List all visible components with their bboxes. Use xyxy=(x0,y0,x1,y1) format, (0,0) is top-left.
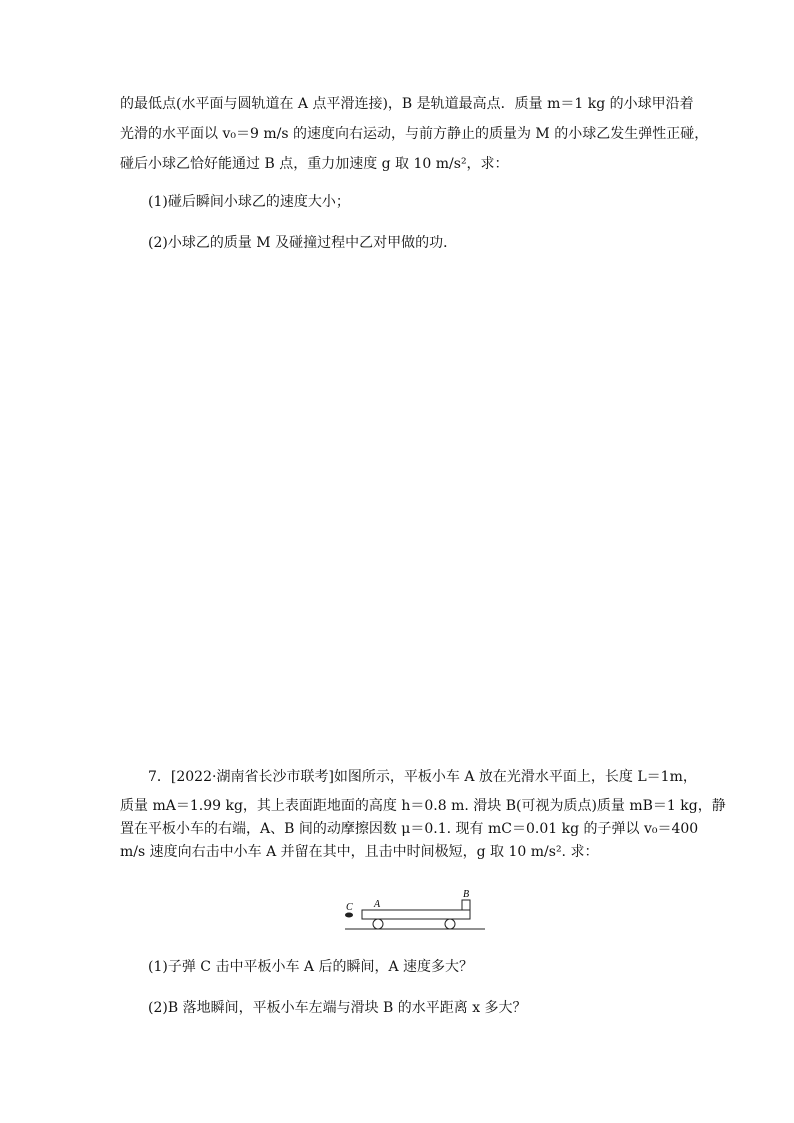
block-b xyxy=(462,900,470,910)
cart-diagram-svg xyxy=(340,882,490,932)
problem7-question-2: (2)B 落地瞬间，平板小车左端与滑块 B 的水平距离 x 多大？ xyxy=(148,1000,527,1016)
label-c: C xyxy=(346,902,353,913)
problem7-line-3: 置在平板小车的右端，A、B 间的动摩擦因数 μ＝0.1. 现有 mC＝0.01 kg 的子弹以 v₀＝400 xyxy=(120,821,699,837)
problem6-line-2: 光滑的水平面以 v₀＝9 m/s 的速度向右运动，与前方静止的质量为 M 的小球乙发生弹性正碰， xyxy=(120,126,709,142)
cart-a-board xyxy=(362,910,470,919)
wheel-left xyxy=(373,919,383,929)
problem6-question-1: (1)碰后瞬间小球乙的速度大小； xyxy=(148,194,350,210)
problem7-line-4: m/s 速度向右击中小车 A 并留在其中，且击中时间极短，g 取 10 m/s². 求： xyxy=(120,844,599,860)
problem7-line-1: 7．[2022·湖南省长沙市联考]如图所示，平板小车 A 放在光滑水平面上，长度 L＝1m， xyxy=(148,769,697,785)
problem6-line-1: 的最低点(水平面与圆轨道在 A 点平滑连接)，B 是轨道最高点．质量 m＝1 kg 的小球甲沿着 xyxy=(120,96,694,112)
label-b: B xyxy=(463,889,470,900)
wheel-right xyxy=(445,919,455,929)
label-a: A xyxy=(374,899,381,910)
cart-diagram xyxy=(340,882,490,932)
problem6-line-3: 碰后小球乙恰好能通过 B 点，重力加速度 g 取 10 m/s²，求： xyxy=(120,156,509,172)
problem6-question-2: (2)小球乙的质量 M 及碰撞过程中乙对甲做的功． xyxy=(148,235,458,251)
problem7-question-1: (1)子弹 C 击中平板小车 A 后的瞬间，A 速度多大？ xyxy=(148,959,474,975)
problem7-line-2: 质量 mA＝1.99 kg，其上表面距地面的高度 h＝0.8 m. 滑块 B(可视为质点)质量 mB＝1 kg，静 xyxy=(120,798,726,814)
bullet-c xyxy=(345,913,353,918)
